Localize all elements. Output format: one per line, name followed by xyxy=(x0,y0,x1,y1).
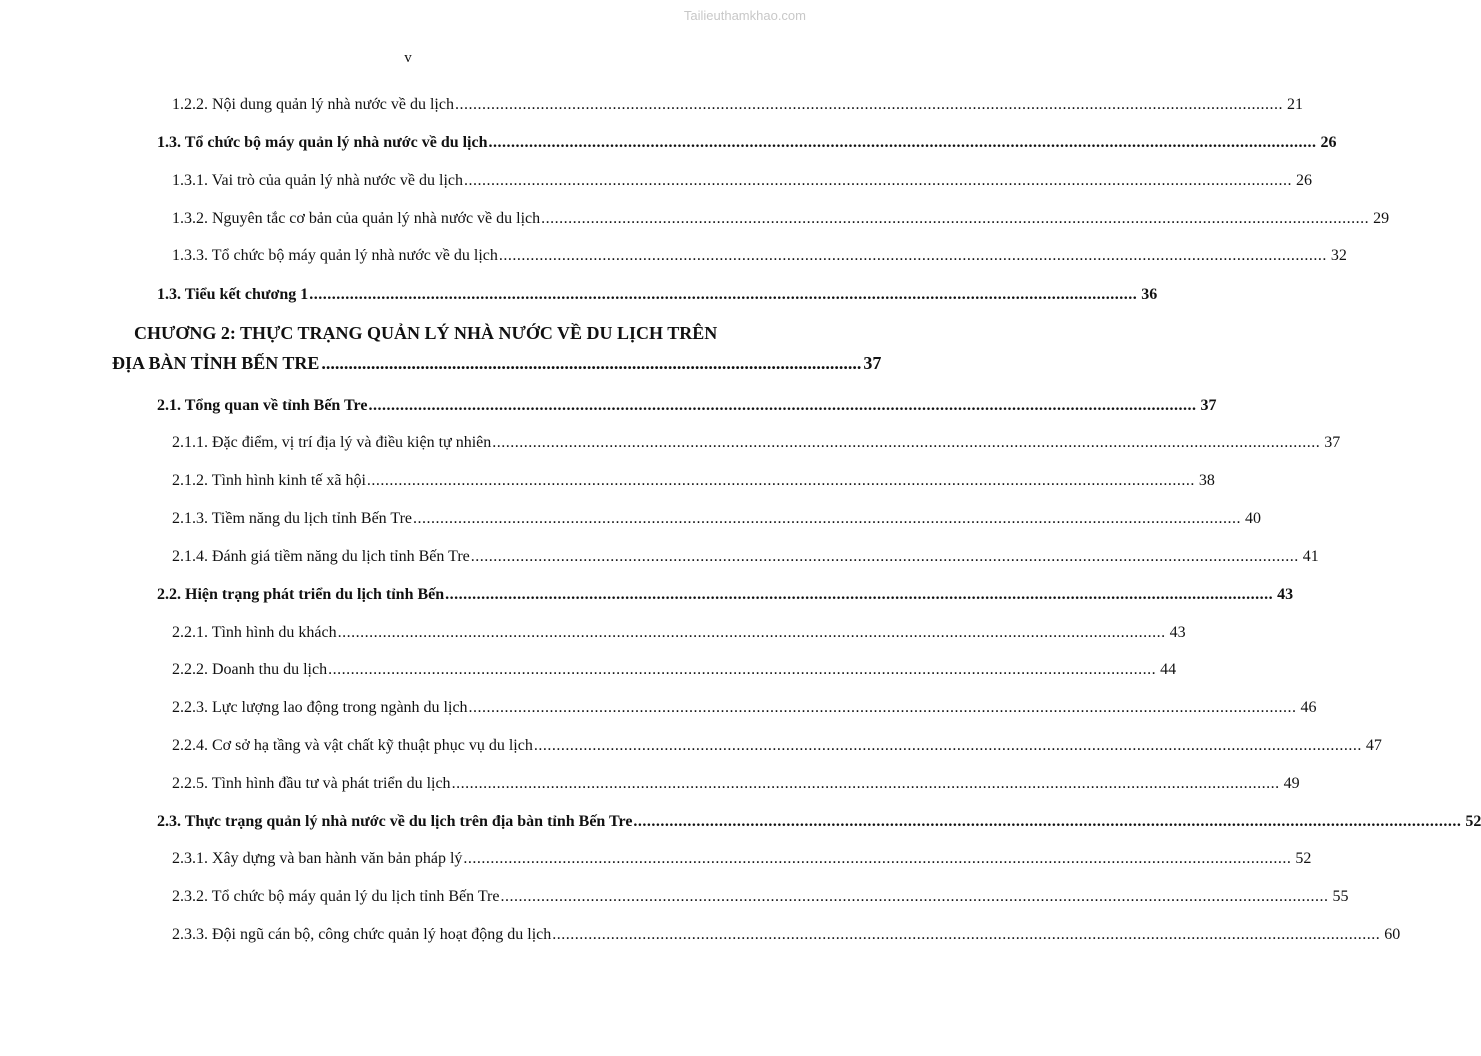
chapter-title-line2: ĐỊA BÀN TỈNH BẾN TRE xyxy=(112,353,320,373)
toc-entry-label: 1.2.2. Nội dung quản lý nhà nước về du lịch xyxy=(172,96,454,113)
dot-leader xyxy=(338,621,1166,645)
toc-entry-page: 52 xyxy=(1295,850,1312,867)
toc-entry-2-2-2[interactable] xyxy=(172,658,1177,682)
dot-leader xyxy=(541,207,1369,231)
dot-leader xyxy=(469,696,1297,720)
dot-leader xyxy=(309,283,1137,307)
toc-entry-label: 2.1.1. Đặc điểm, vị trí địa lý và điều kiện tự nhiên xyxy=(172,434,492,451)
toc-entry-page: 37 xyxy=(1324,434,1341,451)
dot-leader xyxy=(413,507,1241,531)
toc-entry-label: 2.1.2. Tình hình kinh tế xã hội xyxy=(172,472,366,489)
toc-entry-page: 32 xyxy=(1330,247,1347,264)
dot-leader xyxy=(367,469,1195,493)
toc-entry-label: 2.2.4. Cơ sở hạ tầng và vật chất kỹ thuật phục vụ du lịch xyxy=(172,737,533,754)
watermark: Tailieuthamkhao.com xyxy=(683,8,806,23)
toc-entry-page: 47 xyxy=(1365,737,1382,754)
toc-entry-1-3-2[interactable] xyxy=(172,207,1390,231)
toc-entry-label: 1.3.1. Vai trò của quản lý nhà nước về du lịch xyxy=(172,172,463,189)
toc-entry-1-2-2[interactable] xyxy=(172,93,1303,117)
dot-leader xyxy=(471,545,1299,569)
toc-entry-label: 2.3.1. Xây dựng và ban hành văn bản pháp lý xyxy=(172,850,463,867)
dot-leader xyxy=(452,772,1280,796)
toc-entry-page: 41 xyxy=(1302,548,1319,565)
toc-entry-label: 2.1.3. Tiềm năng du lịch tỉnh Bến Tre xyxy=(172,510,413,527)
toc-entry-chapter1-summary[interactable] xyxy=(157,283,1158,307)
toc-entry-page: 37 xyxy=(1200,397,1217,414)
toc-entry-2-2[interactable] xyxy=(157,583,1294,607)
toc-entry-2-1-3[interactable] xyxy=(172,507,1262,531)
toc-entry-label: 2.3. Thực trạng quản lý nhà nước về du lịch trên địa bàn tỉnh Bến Tre xyxy=(157,813,633,830)
toc-entry-2-1-1[interactable] xyxy=(172,431,1341,455)
toc-entry-2-2-3[interactable] xyxy=(172,696,1317,720)
toc-entry-label: 2.1.4. Đánh giá tiềm năng du lịch tỉnh Bến Tre xyxy=(172,548,470,565)
toc-entry-page: 43 xyxy=(1169,624,1186,641)
toc-entry-label: 2.2.3. Lực lượng lao động trong ngành du lịch xyxy=(172,699,468,716)
toc-entry-2-3-1[interactable] xyxy=(172,847,1312,871)
toc-entry-2-1-2[interactable] xyxy=(172,469,1215,493)
dot-leader xyxy=(500,885,1328,909)
toc-entry-2-1[interactable] xyxy=(157,394,1217,418)
toc-entry-label: 1.3. Tiểu kết chương 1 xyxy=(157,286,309,303)
dot-leader xyxy=(328,658,1156,682)
toc-entry-page: 26 xyxy=(1320,134,1337,151)
toc-entry-2-2-1[interactable] xyxy=(172,621,1186,645)
toc-entry-2-1-4[interactable] xyxy=(172,545,1319,569)
toc-entry-label: 2.2.1. Tình hình du khách xyxy=(172,624,337,641)
toc-entry-label: 2.2.2. Doanh thu du lịch xyxy=(172,661,328,678)
toc-entry-page: 55 xyxy=(1332,888,1349,905)
toc-entry-label: 1.3.2. Nguyên tắc cơ bản của quản lý nhà nước về du lịch xyxy=(172,210,541,227)
toc-entry-2-3[interactable] xyxy=(157,810,1481,834)
toc-entry-page: 60 xyxy=(1384,926,1401,943)
toc-entry-label: 2.2. Hiện trạng phát triển du lịch tỉnh Bến xyxy=(157,586,445,603)
dot-leader: ........................................................................................................................ xyxy=(321,353,862,373)
dot-leader xyxy=(499,244,1327,268)
toc-entry-page: 43 xyxy=(1277,586,1294,603)
toc-entry-label: 2.3.2. Tổ chức bộ máy quản lý du lịch tỉnh Bến Tre xyxy=(172,888,500,905)
chapter-title-line1: CHƯƠNG 2: THỰC TRẠNG QUẢN LÝ NHÀ NƯỚC VỀ DU LỊCH TRÊN xyxy=(134,323,718,343)
toc-entry-label: 2.3.3. Đội ngũ cán bộ, công chức quản lý hoạt động du lịch xyxy=(172,926,552,943)
toc-entry-label: 1.3.3. Tổ chức bộ máy quản lý nhà nước về du lịch xyxy=(172,247,498,264)
dot-leader xyxy=(552,923,1380,947)
dot-leader xyxy=(455,93,1283,117)
dot-leader xyxy=(463,847,1291,871)
toc-entry-label: 2.1. Tổng quan về tỉnh Bến Tre xyxy=(157,397,368,414)
toc-entry-2-2-5[interactable] xyxy=(172,772,1300,796)
chapter-title-line2-row xyxy=(112,351,882,375)
toc-entry-page: 36 xyxy=(1141,286,1158,303)
toc-entry-1-3-1[interactable] xyxy=(172,169,1312,193)
dot-leader xyxy=(464,169,1292,193)
dot-leader xyxy=(492,431,1320,455)
toc-entry-label: 2.2.5. Tình hình đầu tư và phát triển du lịch xyxy=(172,775,451,792)
dot-leader xyxy=(633,810,1461,834)
page-number: v xyxy=(404,50,412,66)
toc-entry-page: 38 xyxy=(1198,472,1215,489)
toc-entry-1-3-3[interactable] xyxy=(172,244,1347,268)
toc-entry-label: 1.3. Tổ chức bộ máy quản lý nhà nước về du lịch xyxy=(157,134,488,151)
toc-entry-2-3-2[interactable] xyxy=(172,885,1349,909)
dot-leader xyxy=(445,583,1273,607)
toc-entry-page: 49 xyxy=(1283,775,1300,792)
toc-entry-page: 21 xyxy=(1286,96,1303,113)
toc-entry-page: 26 xyxy=(1296,172,1312,189)
toc-entry-1-3[interactable] xyxy=(157,131,1337,155)
toc-entry-page: 46 xyxy=(1300,699,1317,716)
toc-entry-page: 40 xyxy=(1245,510,1262,527)
chapter-page: 37 xyxy=(863,353,882,373)
toc-entry-2-2-4[interactable] xyxy=(172,734,1382,758)
dot-leader xyxy=(534,734,1362,758)
toc-entry-page: 52 xyxy=(1465,813,1481,830)
toc-entry-page: 44 xyxy=(1160,661,1177,678)
dot-leader xyxy=(368,394,1196,418)
toc-entry-page: 29 xyxy=(1373,210,1390,227)
dot-leader xyxy=(489,131,1317,155)
toc-entry-2-3-3[interactable] xyxy=(172,923,1401,947)
